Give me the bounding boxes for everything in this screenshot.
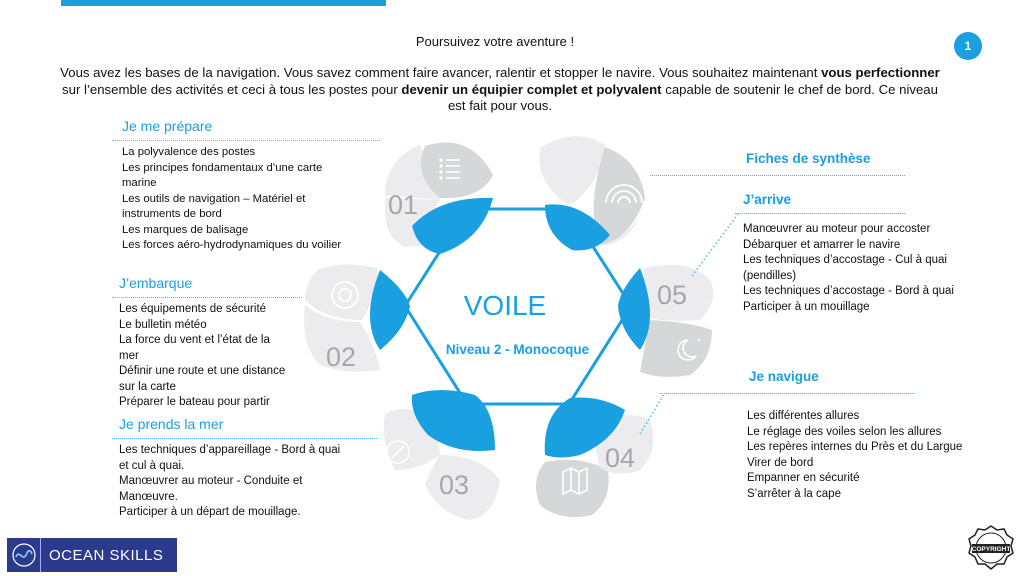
- list-item: Le bulletin météo: [119, 318, 207, 331]
- list-item: Débarquer et amarrer le navire: [743, 238, 901, 251]
- center-subtitle: Niveau 2 - Monocoque: [445, 342, 590, 357]
- number-03: 03: [439, 470, 470, 500]
- list-item: La force du vent et l’état de la mer: [119, 334, 270, 362]
- list-item: Les marques de balisage: [122, 223, 249, 236]
- wave-logo-icon: [7, 538, 41, 572]
- top-accent-bar: [61, 0, 386, 6]
- list-item: Les techniques d’accostage - Cul à quai (pendilles): [743, 254, 947, 282]
- connector-navigue: [638, 392, 668, 437]
- list-item: Les différentes allures: [747, 410, 860, 422]
- cluster-fiches: [539, 136, 645, 250]
- copyright-stamp-icon: [967, 524, 1015, 572]
- page-number-badge: 1: [954, 32, 982, 60]
- section-title-fiches: Fiches de synthèse: [746, 151, 871, 166]
- section-title-prepare: Je me prépare: [122, 118, 213, 134]
- list-item: Les principes fondamentaux d’une carte marine: [122, 161, 323, 189]
- list-item: Les techniques d’accostage - Bord à quai: [743, 285, 954, 297]
- list-item: Préparer le bateau pour partir: [119, 396, 270, 408]
- ocean-skills-logo: [7, 538, 177, 572]
- section-title-arrive: J’arrive: [743, 192, 792, 207]
- section-title-mer: Je prends la mer: [119, 416, 224, 432]
- divider-arrive: [735, 213, 905, 214]
- headline: Poursuivez votre aventure !: [415, 34, 575, 49]
- cluster-mer: [384, 390, 500, 520]
- petal-grey-dark: [421, 143, 493, 199]
- list-item: S’arrêter à la cape: [747, 487, 841, 500]
- intro-paragraph: [60, 65, 940, 115]
- list-item: Définir une route et une distance sur la carte: [119, 365, 286, 393]
- intro-text-2: sur l’ensemble des activités et ceci à tous les postes pour: [62, 81, 402, 97]
- list-item: Les techniques d’appareillage - Bord à quai et cul à quai.: [119, 444, 341, 472]
- list-item: Les repères internes du Près et du Largue: [747, 441, 963, 453]
- list-item: Le réglage des voiles selon les allures: [747, 425, 942, 438]
- list-item: Les forces aéro-hydrodynamiques du voilier: [122, 239, 342, 251]
- intro-text-3: capable de soutenir le chef de bord. Ce niveau est fait pour vous.: [447, 81, 938, 113]
- intro-bold-1: vous perfectionner: [821, 65, 940, 80]
- list-item: Empanner en sécurité: [747, 472, 860, 484]
- center-title: VOILE: [463, 290, 547, 321]
- logo-text: OCEAN SKILLS: [49, 546, 164, 564]
- list-item: Participer à un mouillage: [743, 300, 870, 313]
- cluster-navigue: [536, 398, 653, 518]
- list-item: Manœuvrer au moteur - Conduite et Manœuvre.: [119, 475, 303, 503]
- hexagon-diagram: [300, 125, 730, 545]
- list-item: Les outils de navigation – Matériel et instruments de bord: [122, 192, 306, 220]
- list-item: La polyvalence des postes: [122, 146, 256, 158]
- connector-arrive: [690, 210, 750, 280]
- stamp-text: COPYRIGHT: [971, 546, 1011, 553]
- number-04: 04: [605, 443, 636, 473]
- intro-bold-2: devenir un équipier complet et polyvalent: [401, 81, 662, 97]
- list-item: Manœuvrer au moteur pour accoster: [743, 223, 931, 235]
- number-02: 02: [326, 342, 357, 372]
- section-title-embarque: J’embarque: [119, 275, 193, 291]
- list-item: Virer de bord: [747, 456, 814, 469]
- list-item: Participer à un départ de mouillage.: [119, 506, 301, 518]
- number-01: 01: [388, 190, 419, 220]
- list-item: Les équipements de sécurité: [119, 303, 267, 315]
- intro-text-1: Vous avez les bases de la navigation. Vous savez comment faire avancer, ralentir et stopper le navire. Vous souhaitez maintenant: [60, 65, 822, 80]
- number-05: 05: [657, 280, 688, 310]
- section-title-navigue: Je navigue: [749, 369, 819, 384]
- list-navigue: [747, 409, 977, 502]
